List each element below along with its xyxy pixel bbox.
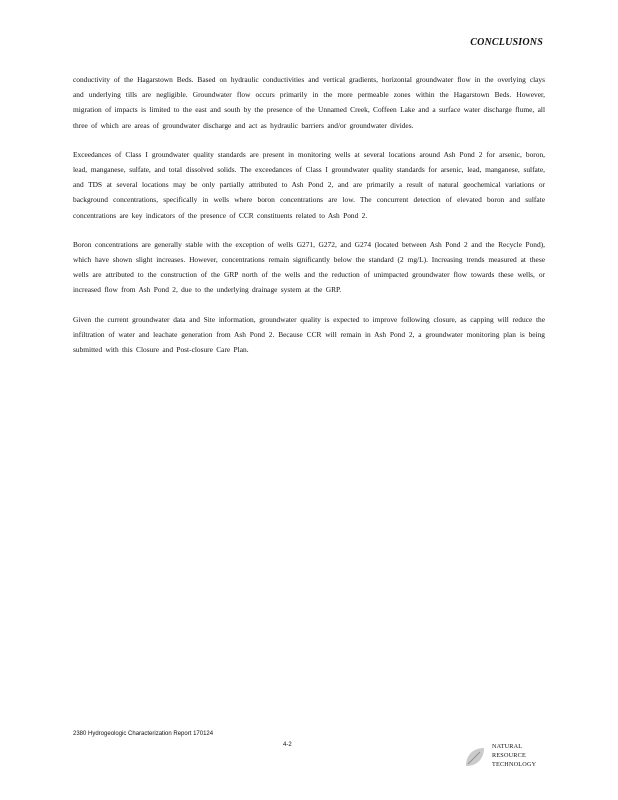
footer-report-id: 2380 Hydrogeologic Characterization Report 170124 (73, 731, 214, 737)
paragraph-boron: Boron concentrations are generally stable with the exception of wells G271, G272, and G274 (located between Ash Pond 2 and the Recycle Pond), which have shown slight increases. However, concentrations remain significantly below the standard (2 mg/L). Increasing trends measured at these wells are attributed to the construction of the GRP north of the wells and the reduction of unimpacted groundwater flow towards these wells, or increased flow from Ash Pond 2, due to the underlying drainage system at the GRP. (73, 239, 545, 295)
logo-line: TECHNOLOGY (492, 761, 537, 768)
paragraph-exceedances: Exceedances of Class I groundwater quality standards are present in monitoring wells at several locations around Ash Pond 2 for arsenic, boron, lead, manganese, sulfate, and total dissolved solids. The exceedances of Class I groundwater quality standards for arsenic, lead, manganese, sulfate, and TDS at several locations may be only partially attributed to Ash Pond 2, and are primarily a result of natural geochemical variations or background concentrations, specifically in wells where boron concentrations are low. The concurrent detection of elevated boron and sulfate concentrations are key indicators of the presence of CCR constituents related to Ash Pond 2. (73, 149, 545, 220)
body-text (73, 72, 545, 371)
logo-text (492, 742, 536, 769)
company-logo (462, 742, 554, 778)
paragraph-hydrogeology: conductivity of the Hagarstown Beds. Based on hydraulic conductivities and vertical gradients, horizontal groundwater flow in the overlying clays and underlying tills are negligible. Groundwater flow occurs primarily in the more permeable zones within the Hagarstown Beds. However, migration of impacts is limited to the east and south by the presence of the Unnamed Creek, Coffeen Lake and a surface water discharge flume, all three of which are areas of groundwater discharge and act as hydraulic barriers and/or groundwater divides. (73, 75, 545, 130)
logo-line: RESOURCE (492, 752, 526, 759)
paragraph-closure: Given the current groundwater data and Site information, groundwater quality is expected to improve following closure, as capping will reduce the infiltration of water and leachate generation from Ash Pond 2. Because CCR will remain in Ash Pond 2, a groundwater monitoring plan is being submitted with this Closure and Post-closure Care Plan. (73, 314, 545, 355)
leaf-logo-icon (462, 744, 488, 770)
logo-line: NATURAL (492, 743, 523, 750)
section-title: CONCLUSIONS (470, 37, 543, 48)
page-number: 4-2 (283, 742, 292, 748)
